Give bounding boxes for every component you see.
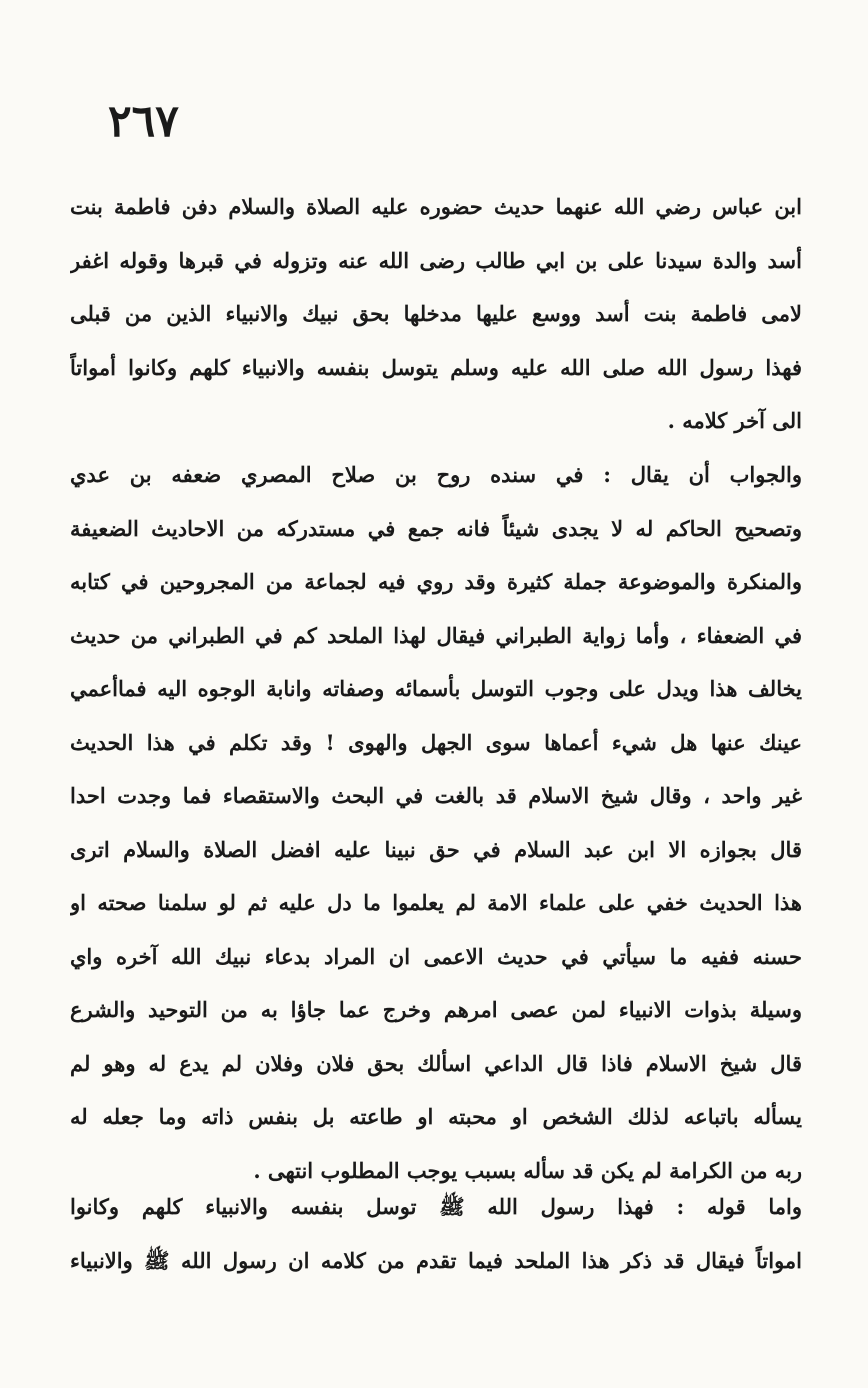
text-line: امواتاً فيقال قد ذكر هذا الملحد فيما تقدم من كلامه ان رسول الله ﷺ والانبياء xyxy=(70,1247,802,1273)
text-line: ابن عباس رضي الله عنهما حديث حضوره عليه الصلاة والسلام دفن فاطمة بنت xyxy=(70,194,802,219)
text-line: هذا الحديث خفي على علماء الامة لم يعلموا ما دل عليه ثم لو سلمنا صحته او xyxy=(70,890,802,915)
text-line: وتصحيح الحاكم له لا يجدى شيئاً فانه جمع في مستدركه من الاحاديث الضعيفة xyxy=(70,515,802,541)
text-line: قال بجوازه الا ابن عبد السلام في حق نبينا عليه افضل الصلاة والسلام اترى xyxy=(70,836,802,862)
paragraph-hadith-quote xyxy=(70,180,802,448)
paragraph-answer xyxy=(70,448,802,1197)
text-line: قال شيخ الاسلام فاذا قال الداعي اسألك بحق فلان وفلان لم يدع له وهو لم xyxy=(70,1050,802,1076)
text-line: في الضعفاء ، وأما زواية الطبراني فيقال لهذا الملحد كم في الطبراني من حديث xyxy=(70,622,802,648)
text-line: لامى فاطمة بنت أسد ووسع عليها مدخلها بحق نبيك والانبياء الذين من قبلى xyxy=(70,301,802,326)
text-line: يخالف هذا ويدل على وجوب التوسل بأسمائه وصفاته وانابة الوجوه اليه فماأعمي xyxy=(70,676,802,701)
text-line: والجواب أن يقال : في سنده روح بن صلاح المصري ضعفه بن عدي xyxy=(70,462,802,487)
text-line: ربه من الكرامة لم يكن قد سأله بسبب يوجب المطلوب انتهى . xyxy=(253,1157,802,1183)
text-line: غير واحد ، وقال شيخ الاسلام قد بالغت في البحث والاستقصاء فما وجدت احدا xyxy=(70,783,802,808)
text-line: والمنكرة والموضوعة جملة كثيرة وقد روي فيه لجماعة من المجروحين في كتابه xyxy=(70,569,802,594)
text-line: عينك عنها هل شيء أعماها سوى الجهل والهوى ! وقد تكلم في هذا الحديث xyxy=(70,729,802,755)
paragraph-reply xyxy=(70,1180,802,1287)
text-line: يسأله باتباعه لذلك الشخص او محبته او طاعته بل بنفس ذاته وما جعله له xyxy=(70,1104,802,1129)
text-line: الى آخر كلامه . xyxy=(667,408,802,433)
text-line: أسد والدة سيدنا على بن ابي طالب رضى الله عنه وتزوله في قبرها وقوله اغفر xyxy=(70,247,802,273)
text-line: واما قوله : فهذا رسول الله ﷺ توسل بنفسه والانبياء كلهم وكانوا xyxy=(70,1194,802,1219)
page-number: ٢٦٧ xyxy=(108,96,179,147)
text-line: فهذا رسول الله صلى الله عليه وسلم يتوسل بنفسه والانبياء كلهم وكانوا أمواتاً xyxy=(70,354,802,380)
text-line: وسيلة بذوات الانبياء لمن عصى امرهم وخرج عما جاؤا به من التوحيد والشرع xyxy=(70,997,802,1022)
text-line: حسنه ففيه ما سيأتي في حديث الاعمى ان المراد بدعاء نبيك الله آخره واي xyxy=(70,943,802,969)
